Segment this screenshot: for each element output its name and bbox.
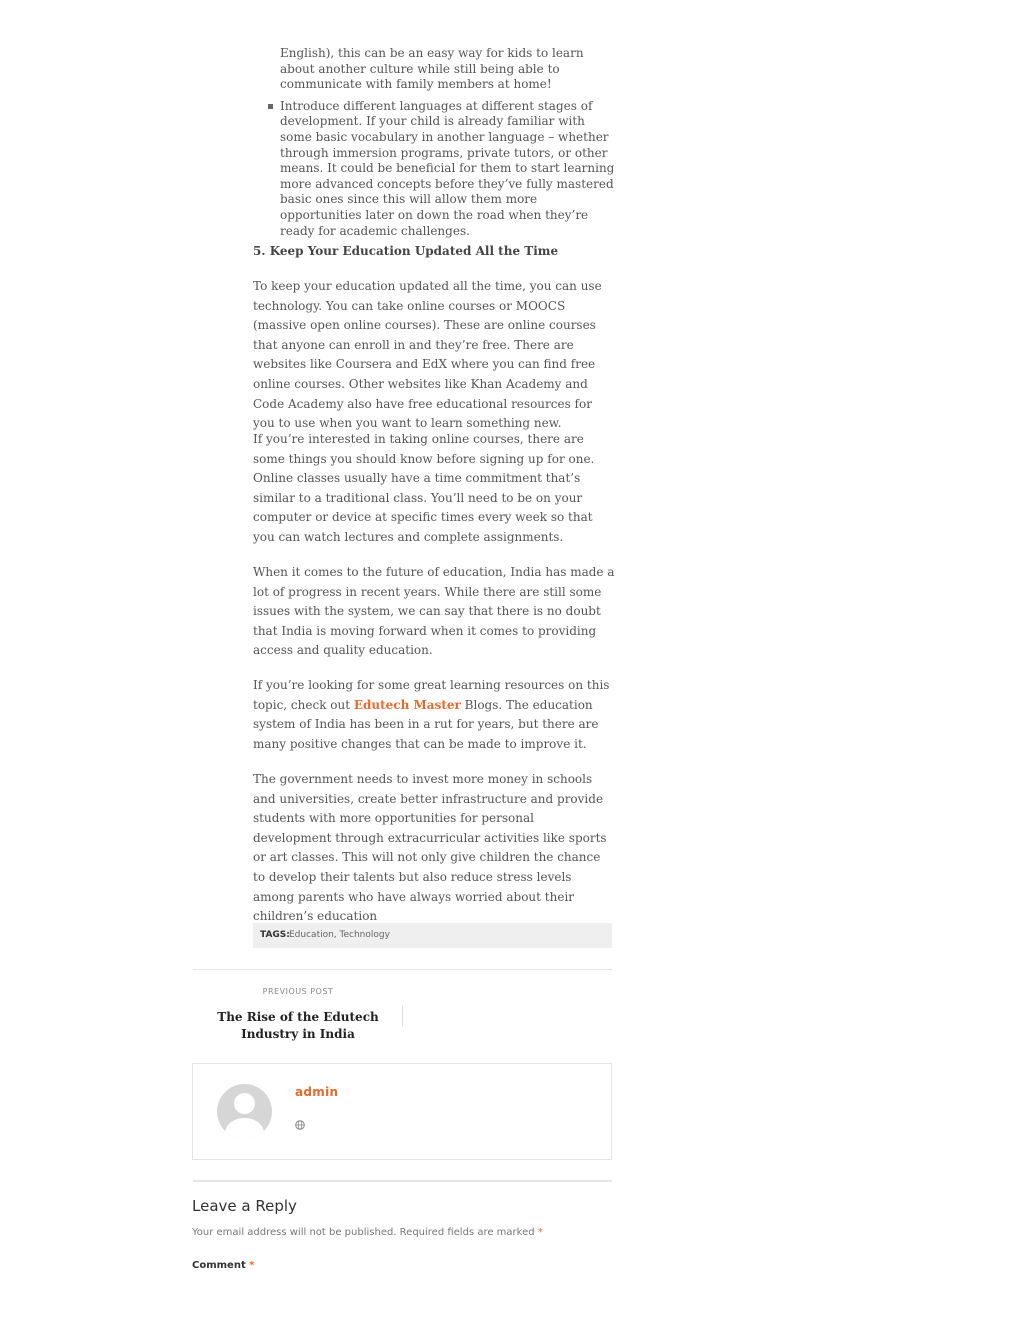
paragraph-text: Blogs. The education system of India has been in a rut for years, but there are many positive changes that can be made to improve it.	[253, 697, 599, 751]
divider	[402, 1006, 403, 1026]
tags-bar	[253, 923, 612, 948]
comment-label	[192, 1260, 254, 1271]
list-item	[280, 99, 616, 239]
list-item-text: English), this can be an easy way for kids to learn about another culture while still being able to communicate with family members at home!	[280, 46, 584, 92]
reply-note	[192, 1227, 543, 1238]
reply-title: Leave a Reply	[192, 1197, 297, 1215]
divider	[193, 969, 612, 970]
previous-post-label: PREVIOUS POST	[262, 987, 334, 996]
list-item	[280, 46, 616, 93]
bullet-icon	[268, 104, 273, 109]
reply-note-text: Your email address will not be published. Required fields are marked	[192, 1227, 535, 1238]
required-mark: *	[249, 1260, 255, 1271]
bullet-list	[280, 46, 616, 245]
paragraph-text: If you’re looking for some great learning resources on this topic, check out	[253, 678, 610, 712]
avatar	[217, 1084, 272, 1139]
avatar-body	[225, 1118, 264, 1139]
paragraph: The government needs to invest more money in schools and universities, create better infrastructure and provide students with more opportunities for personal development through extracurricular activities like sports or art classes. This will not only give children the chance to develop their talents but also reduce stress levels among parents who have always worried about their children’s education	[253, 772, 607, 924]
list-item-text: Introduce different languages at different stages of development. If your child is already familiar with some basic vocabulary in another language – whether through immersion programs, private tutors, or other means. It could be beneficial for them to start learning more advanced concepts before they’ve fully mastered basic ones since this will allow them more opportunities later on down the road when they’re ready for academic challenges.	[280, 98, 615, 238]
author-name-link[interactable]: admin	[295, 1085, 339, 1099]
avatar-head	[234, 1093, 255, 1114]
paragraph-with-link	[253, 676, 615, 754]
globe-icon[interactable]	[295, 1120, 305, 1130]
paragraph: To keep your education updated all the time, you can use technology. You can take online courses or MOOCS (massive open online courses). These are online courses that anyone can enroll in and they’re free. There are websites like Coursera and EdX where you can find free online courses. Other websites like Khan Academy and Code Academy also have free educational resources for you to use when you want to learn something new.	[253, 279, 602, 431]
edutech-master-link[interactable]: Edutech Master	[353, 697, 461, 712]
author-box	[192, 1063, 612, 1160]
paragraph: When it comes to the future of education, India has made a lot of progress in recent years. While there are still some issues with the system, we can say that there is no doubt that India is moving forward when it comes to providing access and quality education.	[253, 565, 615, 658]
section-heading: 5. Keep Your Education Updated All the Time	[253, 244, 559, 258]
comment-label-text: Comment	[192, 1260, 246, 1271]
tags-links[interactable]: Education, Technology	[289, 930, 390, 940]
divider	[193, 1180, 612, 1182]
paragraph: If you’re interested in taking online courses, there are some things you should know before signing up for one. Online classes usually have a time commitment that’s similar to a traditional class. You’ll need to be on your computer or device at specific times every week so that you can watch lectures and complete assignments.	[253, 432, 595, 544]
required-mark: *	[537, 1227, 543, 1238]
previous-post-link[interactable]: The Rise of the Edutech Industry in India	[217, 1010, 379, 1041]
tags-label: TAGS:	[260, 930, 290, 940]
